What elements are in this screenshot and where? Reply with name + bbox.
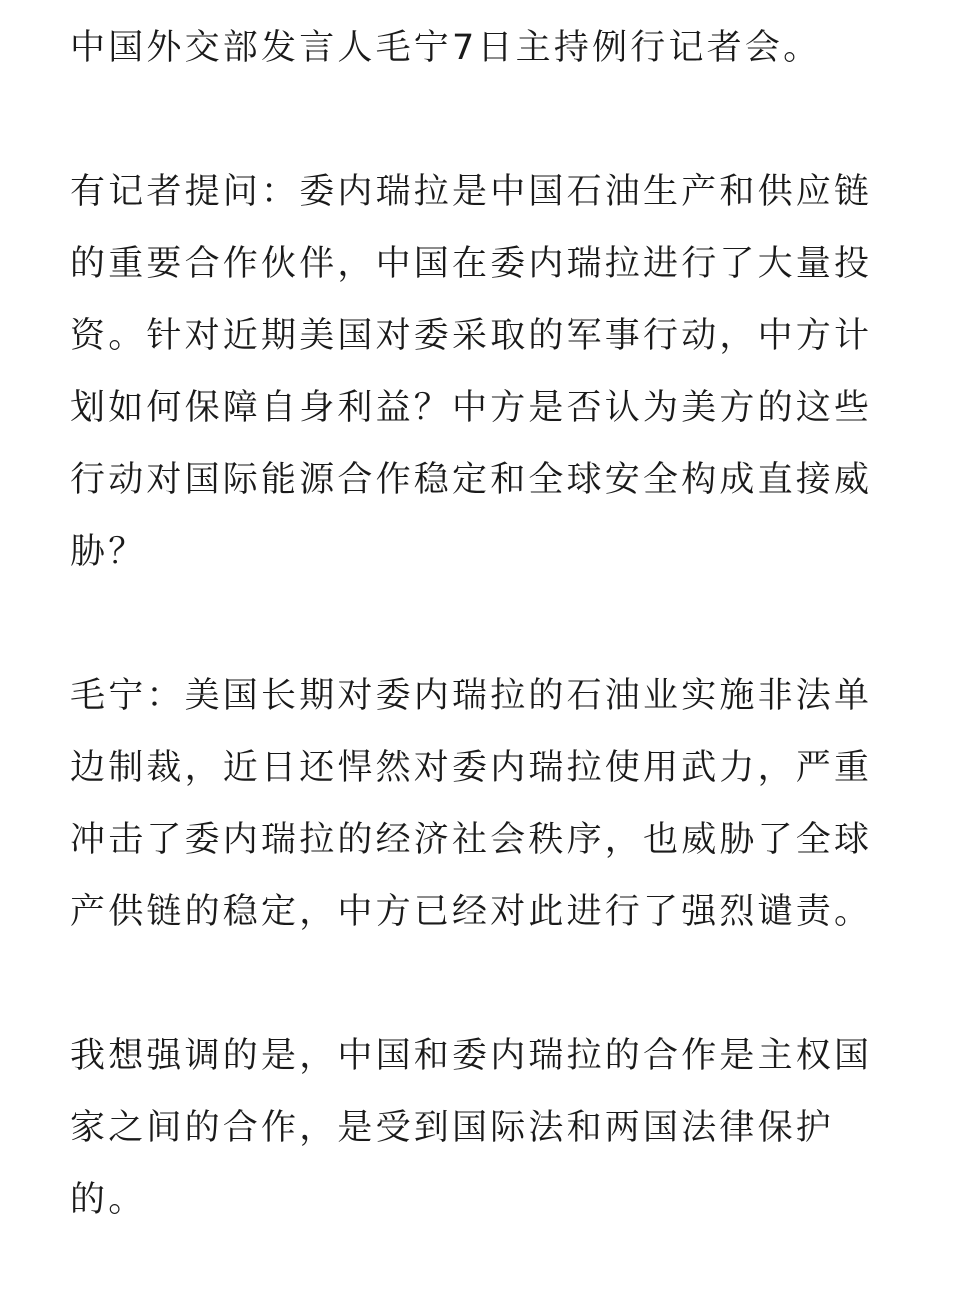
paragraph-answer: 毛宁：美国长期对委内瑞拉的石油业实施非法单边制裁，近日还悍然对委内瑞拉使用武力，严重冲击了委内瑞拉的经济社会秩序，也威胁了全球产供链的稳定，中方已经对此进行了强烈谴责。 xyxy=(70,676,873,932)
paragraph-question: 有记者提问：委内瑞拉是中国石油生产和供应链的重要合作伙伴，中国在委内瑞拉进行了大量投资。针对近期美国对委采取的军事行动，中方计划如何保障自身利益？中方是否认为美方的这些行动对国际能源合作稳定和全球安全构成直接威胁？ xyxy=(70,172,873,572)
paragraph-emphasis: 我想强调的是，中国和委内瑞拉的合作是主权国家之间的合作，是受到国际法和两国法律保护的。 xyxy=(70,1036,873,1220)
article-body xyxy=(70,12,894,1236)
paragraph-intro: 中国外交部发言人毛宁7日主持例行记者会。 xyxy=(70,28,822,68)
